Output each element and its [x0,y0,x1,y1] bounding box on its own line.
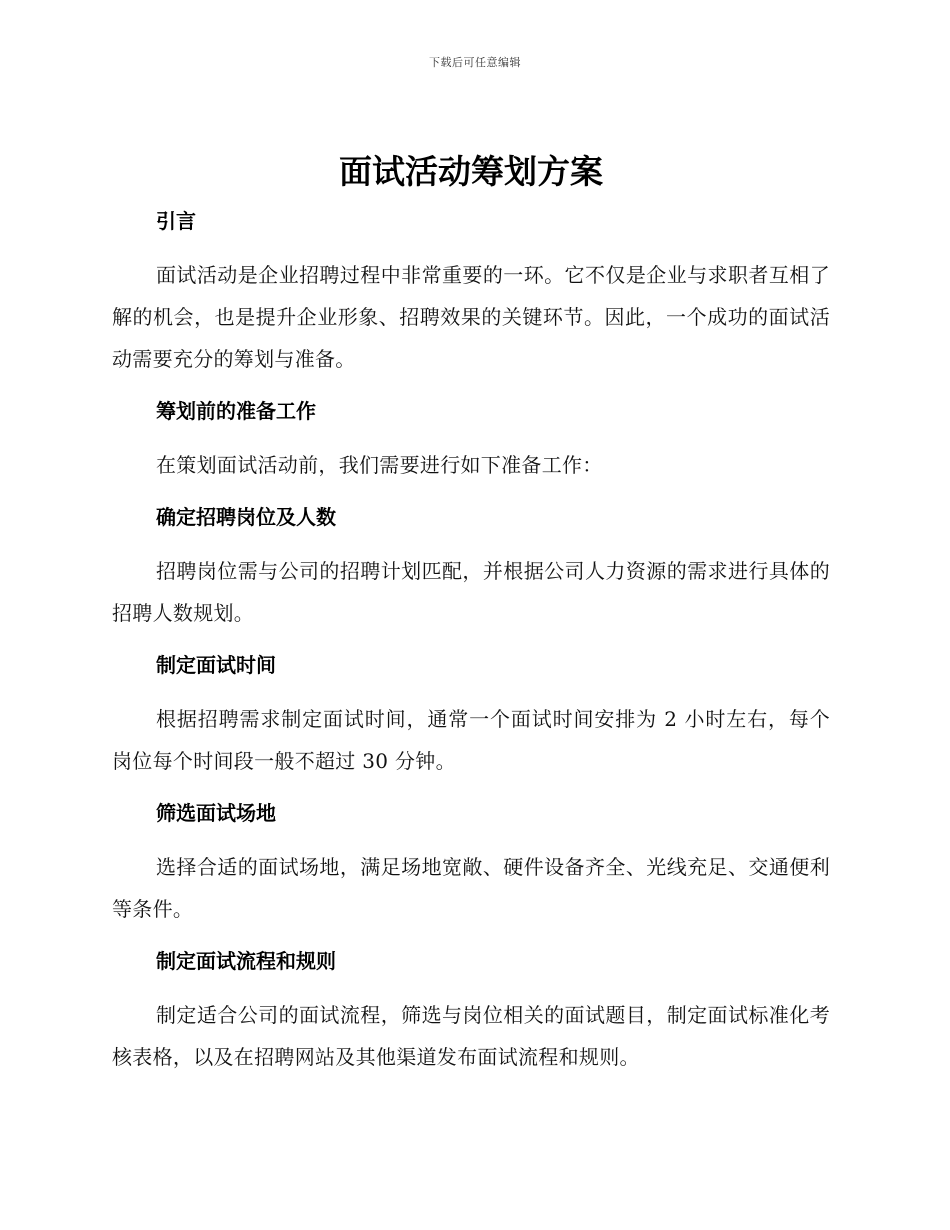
section-heading-venue: 筛选面试场地 [156,801,276,825]
page-header-note: 下载后可任意编辑 [429,56,521,69]
document-title: 面试活动筹划方案 [339,152,603,191]
section-paragraph-process-rules: 制定适合公司的面试流程，筛选与岗位相关的面试题目，制定面试标准化考核表格，以及在招聘网站及其他渠道发布面试流程和规则。 [112,1003,830,1069]
document-body [112,150,830,1078]
section-heading-preparation: 筹划前的准备工作 [156,399,316,423]
section-paragraph-introduction: 面试活动是企业招聘过程中非常重要的一环。它不仅是企业与求职者互相了解的机会，也是提升企业形象、招聘效果的关键环节。因此，一个成功的面试活动需要充分的筹划与准备。 [112,263,830,371]
section-paragraph-preparation: 在策划面试活动前，我们需要进行如下准备工作： [156,453,603,477]
section-paragraph-schedule: 根据招聘需求制定面试时间，通常一个面试时间安排为 2 小时左右，每个岗位每个时间段一般不超过 30 分钟。 [112,707,830,773]
section-paragraph-venue: 选择合适的面试场地，满足场地宽敞、硬件设备齐全、光线充足、交通便利等条件。 [112,855,830,921]
section-paragraph-positions: 招聘岗位需与公司的招聘计划匹配，并根据公司人力资源的需求进行具体的招聘人数规划。 [112,559,830,625]
section-heading-process-rules: 制定面试流程和规则 [156,949,336,973]
section-heading-positions: 确定招聘岗位及人数 [156,505,336,529]
section-heading-schedule: 制定面试时间 [156,653,276,677]
section-heading-introduction: 引言 [156,209,196,233]
